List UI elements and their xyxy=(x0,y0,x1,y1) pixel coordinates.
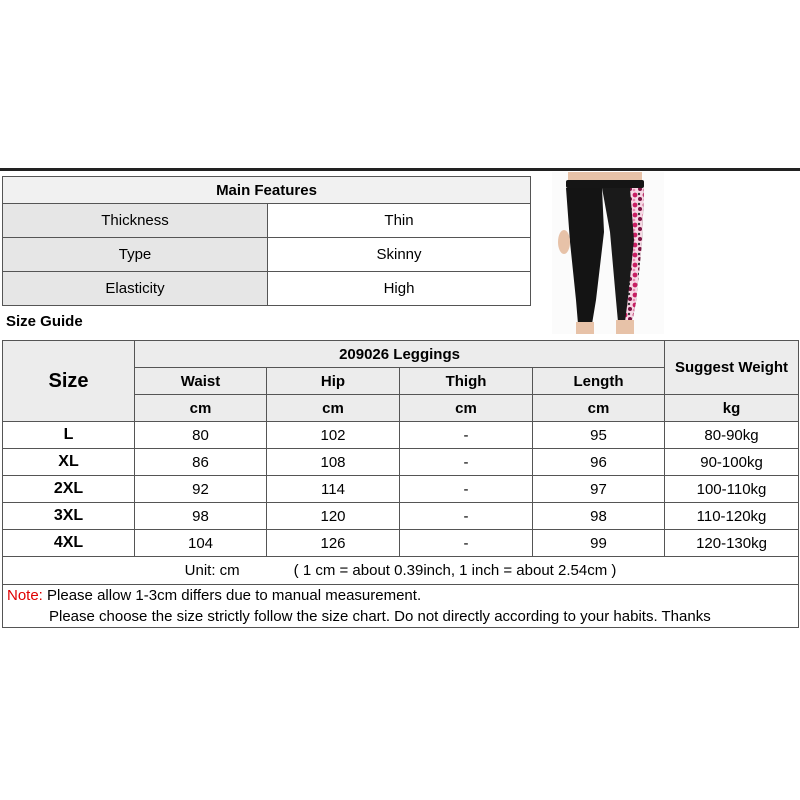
note-label: Note: xyxy=(7,587,43,604)
hip-value: 102 xyxy=(267,422,400,449)
length-value: 96 xyxy=(533,449,665,476)
size-guide-title: Size Guide xyxy=(6,313,83,330)
size-label: 3XL xyxy=(3,503,135,530)
thigh-value: - xyxy=(400,503,533,530)
waist-value: 86 xyxy=(135,449,267,476)
weight-value: 110-120kg xyxy=(665,503,799,530)
feature-label: Thickness xyxy=(3,204,268,238)
feature-row xyxy=(3,238,531,272)
unit-cell: cm xyxy=(533,395,665,422)
waist-value: 92 xyxy=(135,476,267,503)
conversion-note: ( 1 cm = about 0.39inch, 1 inch = about 2.54cm ) xyxy=(293,562,617,579)
main-features-title: Main Features xyxy=(3,177,531,204)
main-features-table xyxy=(2,176,531,306)
feature-label: Elasticity xyxy=(3,272,268,306)
length-value: 99 xyxy=(533,530,665,557)
size-label: 4XL xyxy=(3,530,135,557)
table-row xyxy=(3,503,799,530)
thigh-value: - xyxy=(400,476,533,503)
size-label: L xyxy=(3,422,135,449)
feature-value: Thin xyxy=(268,204,531,238)
size-label: 2XL xyxy=(3,476,135,503)
waist-value: 80 xyxy=(135,422,267,449)
thigh-value: - xyxy=(400,449,533,476)
feature-value: High xyxy=(268,272,531,306)
note-line-2: Please choose the size strictly follow the size chart. Do not directly according to your habits. Thanks xyxy=(49,608,711,625)
weight-value: 120-130kg xyxy=(665,530,799,557)
thigh-value: - xyxy=(400,422,533,449)
column-header-thigh: Thigh xyxy=(400,368,533,395)
size-label: XL xyxy=(3,449,135,476)
column-header-hip: Hip xyxy=(267,368,400,395)
leggings-illustration xyxy=(552,172,664,334)
feature-row xyxy=(3,204,531,238)
product-header: 209026 Leggings xyxy=(135,341,665,368)
unit-note: Unit: cm xyxy=(184,562,240,579)
hip-value: 120 xyxy=(267,503,400,530)
waist-value: 104 xyxy=(135,530,267,557)
unit-cell: cm xyxy=(400,395,533,422)
feature-row xyxy=(3,272,531,306)
hip-value: 114 xyxy=(267,476,400,503)
suggest-weight-header: Suggest Weight xyxy=(665,341,799,395)
hip-value: 108 xyxy=(267,449,400,476)
thigh-value: - xyxy=(400,530,533,557)
size-column-header: Size xyxy=(3,341,135,422)
weight-value: 80-90kg xyxy=(665,422,799,449)
feature-value: Skinny xyxy=(268,238,531,272)
table-row xyxy=(3,449,799,476)
waist-value: 98 xyxy=(135,503,267,530)
table-row xyxy=(3,530,799,557)
table-row xyxy=(3,476,799,503)
length-value: 95 xyxy=(533,422,665,449)
note-line-1: Please allow 1-3cm differs due to manual measurement. xyxy=(47,587,422,604)
table-row xyxy=(3,422,799,449)
measurement-note xyxy=(3,585,799,628)
top-divider xyxy=(0,168,800,171)
weight-value: 100-110kg xyxy=(665,476,799,503)
unit-note-cell xyxy=(3,557,799,585)
size-chart-table xyxy=(2,340,799,628)
unit-cell: kg xyxy=(665,395,799,422)
unit-cell: cm xyxy=(267,395,400,422)
feature-label: Type xyxy=(3,238,268,272)
hip-value: 126 xyxy=(267,530,400,557)
weight-value: 90-100kg xyxy=(665,449,799,476)
unit-cell: cm xyxy=(135,395,267,422)
column-header-length: Length xyxy=(533,368,665,395)
length-value: 98 xyxy=(533,503,665,530)
product-photo xyxy=(552,172,664,334)
column-header-waist: Waist xyxy=(135,368,267,395)
length-value: 97 xyxy=(533,476,665,503)
